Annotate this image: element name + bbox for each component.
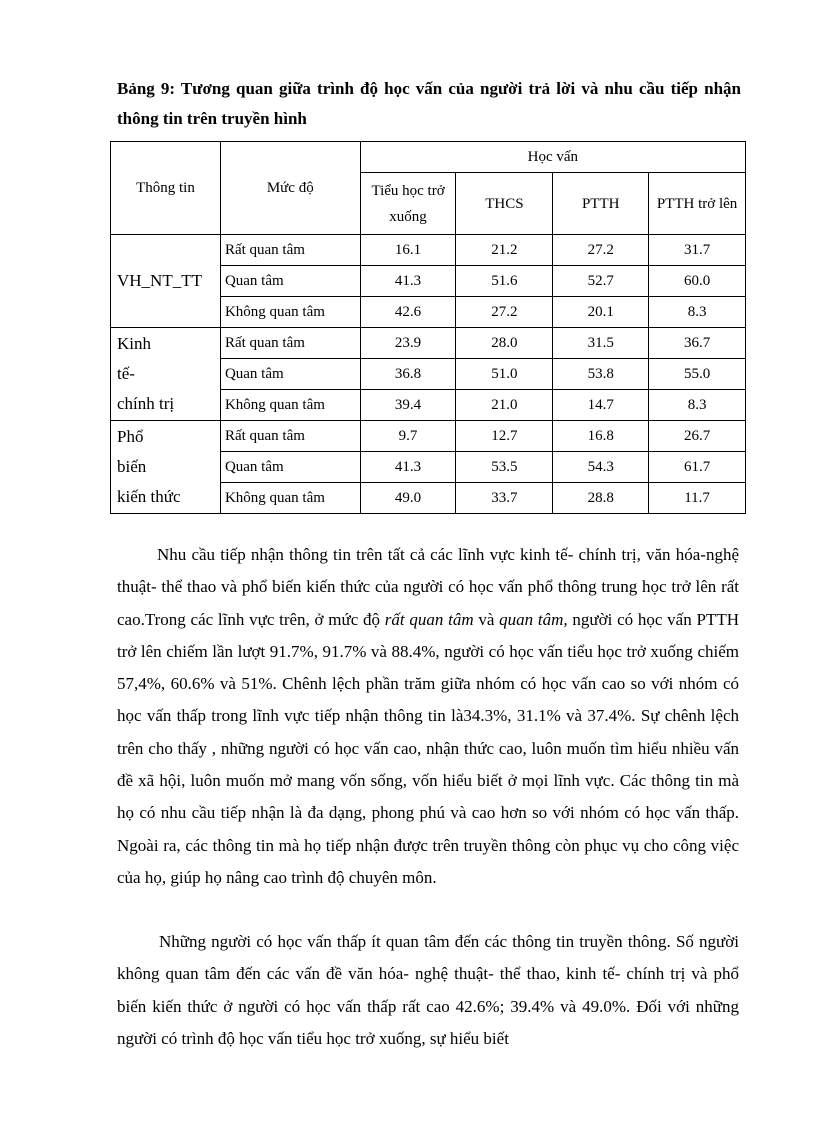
level-cell: Rất quan tâm — [220, 235, 360, 266]
level-cell: Quan tâm — [220, 452, 360, 483]
value-cell: 21.0 — [456, 390, 553, 421]
level-cell: Không quan tâm — [220, 390, 360, 421]
value-cell: 53.5 — [456, 452, 553, 483]
value-cell: 27.2 — [553, 235, 649, 266]
value-cell: 36.7 — [649, 328, 746, 359]
level-cell: Rất quan tâm — [220, 328, 360, 359]
value-cell: 41.3 — [360, 452, 456, 483]
value-cell: 21.2 — [456, 235, 553, 266]
header-info: Thông tin — [111, 142, 221, 235]
value-cell: 14.7 — [553, 390, 649, 421]
value-cell: 33.7 — [456, 483, 553, 514]
data-table — [110, 141, 746, 514]
value-cell: 12.7 — [456, 421, 553, 452]
value-cell: 26.7 — [649, 421, 746, 452]
value-cell: 8.3 — [649, 297, 746, 328]
level-cell: Không quan tâm — [220, 483, 360, 514]
value-cell: 28.8 — [553, 483, 649, 514]
value-cell: 28.0 — [456, 328, 553, 359]
value-cell: 52.7 — [553, 266, 649, 297]
level-cell: Rất quan tâm — [220, 421, 360, 452]
value-cell: 11.7 — [649, 483, 746, 514]
value-cell: 42.6 — [360, 297, 456, 328]
value-cell: 41.3 — [360, 266, 456, 297]
value-cell: 54.3 — [553, 452, 649, 483]
value-cell: 49.0 — [360, 483, 456, 514]
level-cell: Không quan tâm — [220, 297, 360, 328]
value-cell: 36.8 — [360, 359, 456, 390]
value-cell: 16.1 — [360, 235, 456, 266]
level-cell: Quan tâm — [220, 266, 360, 297]
value-cell: 9.7 — [360, 421, 456, 452]
value-cell: 53.8 — [553, 359, 649, 390]
body-paragraph-1: Nhu cầu tiếp nhận thông tin trên tất cả các lĩnh vực kinh tế- chính trị, văn hóa-nghệ thuật- thể thao và phổ biến kiến thức của người có học vấn phổ thông trung học trở lên rất cao.Trong các lĩnh vực trên, ở mức độ rất quan tâm và quan tâm, người có học vấn PTTH trở lên chiếm lần lượt 91.7%, 91.7% và 88.4%, người có học vấn tiểu học trở xuống chiếm 57,4%, 60.6% và 51%. Chênh lệch phần trăm giữa nhóm có học vấn cao so với nhóm có học vấn thấp trong lĩnh vực tiếp nhận thông tin là34.3%, 31.1% và 37.4%. Sự chênh lệch trên cho thấy , những người có học vấn cao, nhận thức cao, luôn muốn tìm hiểu nhiều vấn đề xã hội, luôn muốn mở mang vốn sống, vốn hiểu biết ở mọi lĩnh vực. Các thông tin mà họ có nhu cầu tiếp nhận là đa dạng, phong phú và cao hơn so với nhóm có học vấn thấp. Ngoài ra, các thông tin mà họ tiếp nhận được trên truyền thông còn phục vụ cho công việc của họ, giúp họ nâng cao trình độ chuyên môn. — [117, 545, 739, 887]
value-cell: 39.4 — [360, 390, 456, 421]
group-label-pb: Phổ biến kiến thức — [111, 421, 221, 514]
value-cell: 51.0 — [456, 359, 553, 390]
header-education: Học vấn — [360, 142, 745, 173]
value-cell: 60.0 — [649, 266, 746, 297]
table-row — [111, 328, 746, 359]
table-row — [111, 421, 746, 452]
header-edu-thcs: THCS — [456, 173, 553, 235]
group-label-vh: VH_NT_TT — [111, 235, 221, 328]
body-paragraph-2: Những người có học vấn thấp ít quan tâm đến các thông tin truyền thông. Số người không quan tâm đến các vấn đề văn hóa- nghệ thuật- thể thao, kinh tế- chính trị và phổ biến kiến thức ở người có học vấn thấp rất cao 42.6%; 39.4% và 49.0%. Đối với những người có trình độ học vấn tiểu học trở xuống, sự hiểu biết — [117, 932, 739, 1048]
value-cell: 51.6 — [456, 266, 553, 297]
value-cell: 31.5 — [553, 328, 649, 359]
group-label-kt: Kinh tế- chính trị — [111, 328, 221, 421]
header-edu-primary: Tiểu học trở xuống — [360, 173, 456, 235]
table-header-row — [111, 142, 746, 173]
value-cell: 23.9 — [360, 328, 456, 359]
value-cell: 31.7 — [649, 235, 746, 266]
header-edu-above: PTTH trở lên — [649, 173, 746, 235]
table-row — [111, 235, 746, 266]
header-edu-ptth: PTTH — [553, 173, 649, 235]
value-cell: 55.0 — [649, 359, 746, 390]
table-caption: Bảng 9: Tương quan giữa trình độ học vấn của người trả lời và nhu cầu tiếp nhận thông tin trên truyền hình — [117, 79, 741, 128]
level-cell: Quan tâm — [220, 359, 360, 390]
header-level: Mức độ — [220, 142, 360, 235]
value-cell: 20.1 — [553, 297, 649, 328]
value-cell: 61.7 — [649, 452, 746, 483]
value-cell: 27.2 — [456, 297, 553, 328]
value-cell: 8.3 — [649, 390, 746, 421]
value-cell: 16.8 — [553, 421, 649, 452]
